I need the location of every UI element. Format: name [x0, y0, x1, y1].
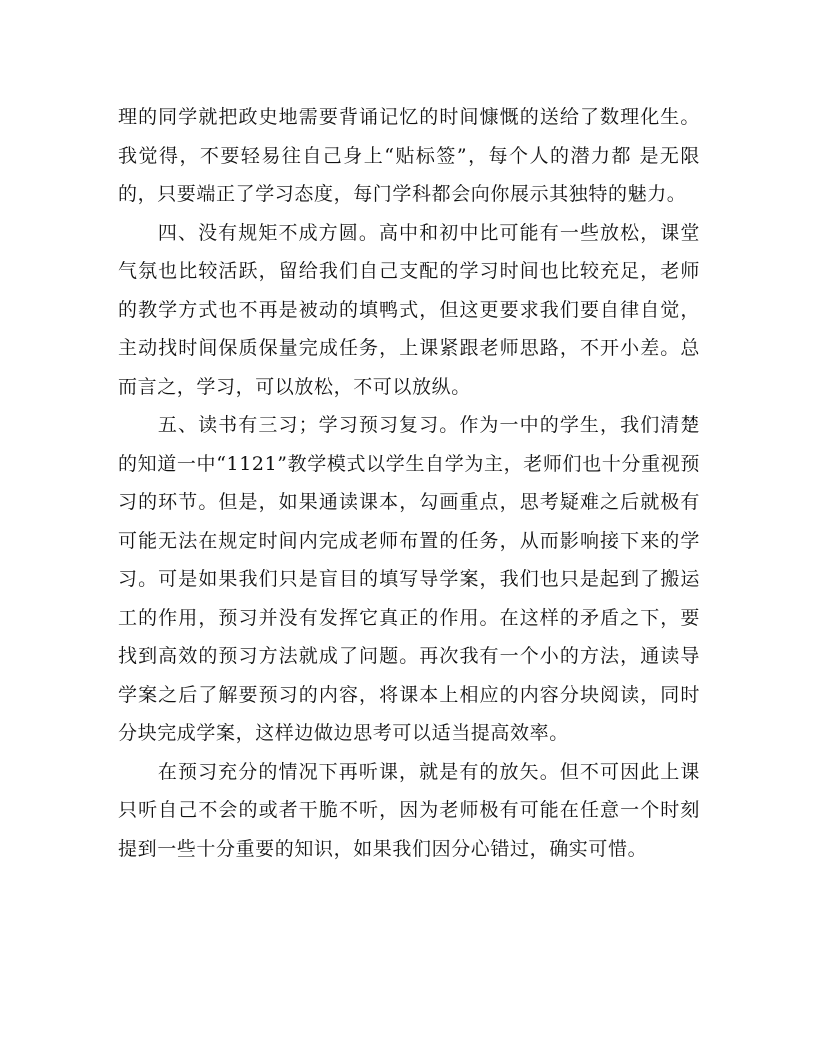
paragraph-continued: 理的同学就把政史地需要背诵记忆的时间慷慨的送给了数理化生。我觉得，不要轻易往自己身上“贴标签”，每个人的潜力都 是无限的，只要端正了学习态度，每门学科都会向你展示其独特的魅力。	[118, 106, 700, 205]
paragraph-listening: 在预习充分的情况下再听课，就是有的放矢。但不可因此上课只听自己不会的或者干脆不听，因为老师极有可能在任意一个时刻提到一些十分重要的知识，如果我们因分心错过，确实可惜。	[118, 760, 700, 860]
document-body	[118, 98, 700, 868]
paragraph-rule-five: 五、读书有三习；学习预习复习。作为一中的学生，我们清楚的知道一中“1121”教学模式以学生自学为主，老师们也十分重视预习的环节。但是，如果通读课本，勾画重点，思考疑难之后就极有可能无法在规定时间内完成老师布置的任务，从而影响接下来的学习。可是如果我们只是盲目的填写导学案，我们也只是起到了搬运工的作用，预习并没有发挥它真正的作用。在这样的矛盾之下，要找到高效的预习方法就成了问题。再次我有一个小的方法，通读导学案之后了解要预习的内容，将课本上相应的内容分块阅读，同时分块完成学案，这样边做边思考可以适当提高效率。	[118, 414, 700, 744]
paragraph-rule-four: 四、没有规矩不成方圆。高中和初中比可能有一些放松，课堂气氛也比较活跃，留给我们自己支配的学习时间也比较充足，老师的教学方式也不再是被动的填鸭式，但这更要求我们要自律自觉，主动找时间保质保量完成任务，上课紧跟老师思路，不开小差。总而言之，学习，可以放松，不可以放纵。	[118, 221, 700, 398]
